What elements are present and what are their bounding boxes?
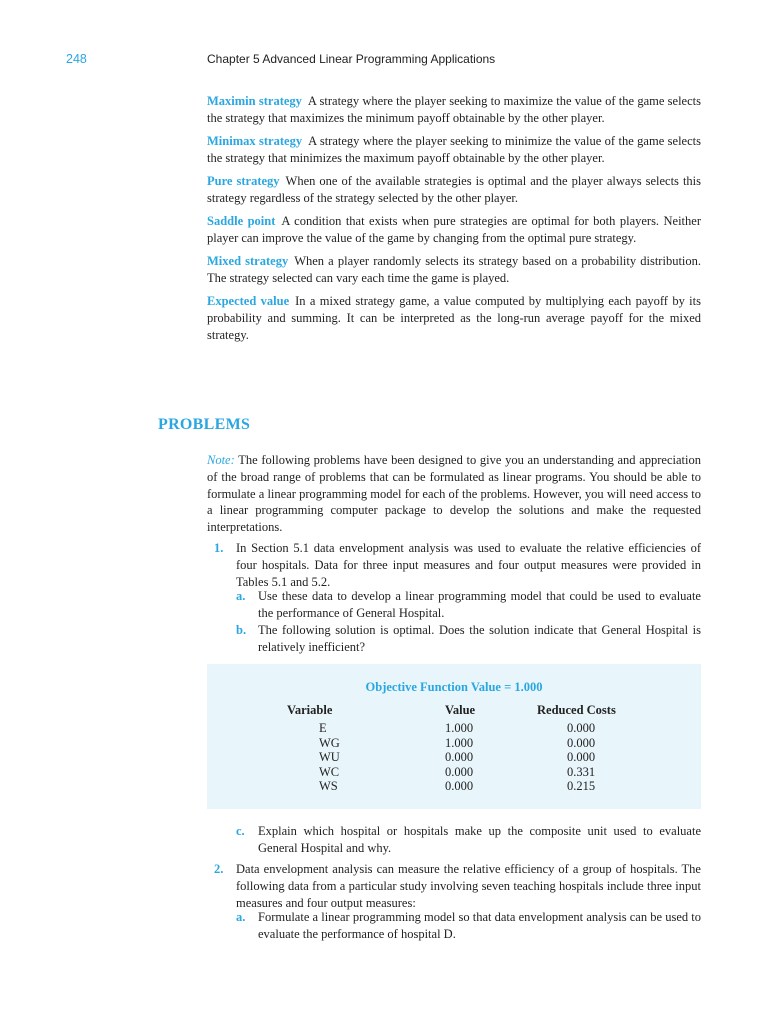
- table-cell: 0.000: [445, 764, 474, 779]
- objective-function-value: Objective Function Value = 1.000: [365, 680, 543, 694]
- problem-1b-label: b.: [236, 623, 247, 637]
- table-row: [287, 750, 677, 765]
- table-row: [287, 736, 677, 751]
- problem-2a-text: Formulate a linear programming model so that data envelopment analysis can be used to evaluate the performance of hospital D.: [258, 910, 701, 941]
- problems-heading: PROBLEMS: [158, 416, 251, 433]
- table-cell: 0.000: [567, 750, 596, 764]
- running-head: Chapter 5 Advanced Linear Programming Applications: [207, 52, 496, 66]
- definition-pure-strategy: [207, 173, 701, 207]
- table-cell: 0.331: [567, 764, 596, 779]
- definition-expected-value: [207, 293, 701, 343]
- definition-text: A strategy where the player seeking to maximize the value of the game selects the strategy that maximizes the minimum payoff obtainable by the other player.: [207, 94, 701, 125]
- table-cell: 1.000: [445, 721, 474, 735]
- table-cell: 0.000: [445, 750, 474, 764]
- problem-1b-text: The following solution is optimal. Does the solution indicate that General Hospital is relatively inefficient?: [258, 623, 701, 654]
- table-cell: WS: [319, 779, 338, 793]
- definition-minimax: [207, 133, 701, 167]
- solution-table: [287, 699, 677, 794]
- problem-1-text: In Section 5.1 data envelopment analysis was used to evaluate the relative efficiencies of four hospitals. Data for three input measures and four output measures were provided in Tables 5.1 and 5.2.: [236, 541, 701, 589]
- table-cell: 0.215: [567, 779, 596, 793]
- term: Minimax strategy: [207, 134, 303, 149]
- problem-1c-label: c.: [236, 824, 245, 838]
- problem-1-number: 1.: [214, 541, 224, 555]
- table-cell: WU: [319, 750, 340, 764]
- column-header: Reduced Costs: [537, 702, 616, 717]
- table-cell: 0.000: [567, 735, 596, 750]
- problem-2-text: Data envelopment analysis can measure the relative efficiency of a group of hospitals. The following data from a particular study involving seven teaching hospitals include three input measures and four output measures:: [236, 862, 701, 910]
- problem-2a-label: a.: [236, 910, 246, 924]
- glossary-definitions: [207, 93, 701, 350]
- table-row: [287, 721, 677, 736]
- term: Mixed strategy: [207, 254, 289, 269]
- problem-1a-label: a.: [236, 589, 246, 603]
- table-cell: 1.000: [445, 735, 474, 750]
- table-header-row: [287, 699, 677, 721]
- problems-note: [207, 452, 701, 536]
- table-row: [287, 779, 677, 794]
- table-row: [287, 765, 677, 780]
- definition-maximin: [207, 93, 701, 127]
- definition-text: A condition that exists when pure strategies are optimal for both players. Neither player can improve the value of the game by changing from the optimal pure strategy.: [207, 214, 701, 246]
- solution-output-box: [207, 664, 701, 809]
- column-header: Value: [445, 702, 476, 717]
- table-cell: WC: [319, 764, 340, 779]
- note-label: Note:: [207, 453, 235, 467]
- definition-text: When one of the available strategies is optimal and the player always selects this strategy regardless of the strategy selected by the other player.: [207, 174, 701, 205]
- table-cell: E: [319, 721, 327, 735]
- column-header: Variable: [287, 702, 333, 717]
- definition-text: A strategy where the player seeking to minimize the value of the game selects the strategy that minimizes the maximum payoff obtainable by the other player.: [207, 134, 701, 165]
- problem-1c-text: Explain which hospital or hospitals make up the composite unit used to evaluate General Hospital and why.: [258, 824, 701, 855]
- problem-2-number: 2.: [214, 862, 224, 876]
- term: Maximin strategy: [207, 94, 302, 108]
- definition-mixed-strategy: [207, 253, 701, 287]
- term: Expected value: [207, 294, 290, 309]
- definition-saddle-point: [207, 213, 701, 247]
- table-cell: 0.000: [445, 779, 474, 793]
- table-cell: WG: [319, 735, 340, 750]
- term: Saddle point: [207, 214, 276, 229]
- definition-text: When a player randomly selects its strategy based on a probability distribution. The strategy selected can vary each time the game is played.: [207, 254, 702, 286]
- note-text: The following problems have been designed to give you an understanding and appreciation of the broad range of problems that can be formulated as linear programs. You should be able to formulate a linear programming model for each of the problems. However, you will need access to a linear programming computer package to develop the solutions and make the requested interpretations.: [207, 453, 701, 535]
- page-number: 248: [66, 52, 87, 66]
- table-cell: 0.000: [567, 721, 596, 735]
- definition-text: In a mixed strategy game, a value computed by multiplying each payoff by its probability and summing. It can be interpreted as the long-run average payoff for the mixed strategy.: [207, 294, 701, 343]
- problem-1a-text: Use these data to develop a linear programming model that could be used to evaluate the performance of General Hospital.: [258, 589, 701, 620]
- term: Pure strategy: [207, 174, 280, 189]
